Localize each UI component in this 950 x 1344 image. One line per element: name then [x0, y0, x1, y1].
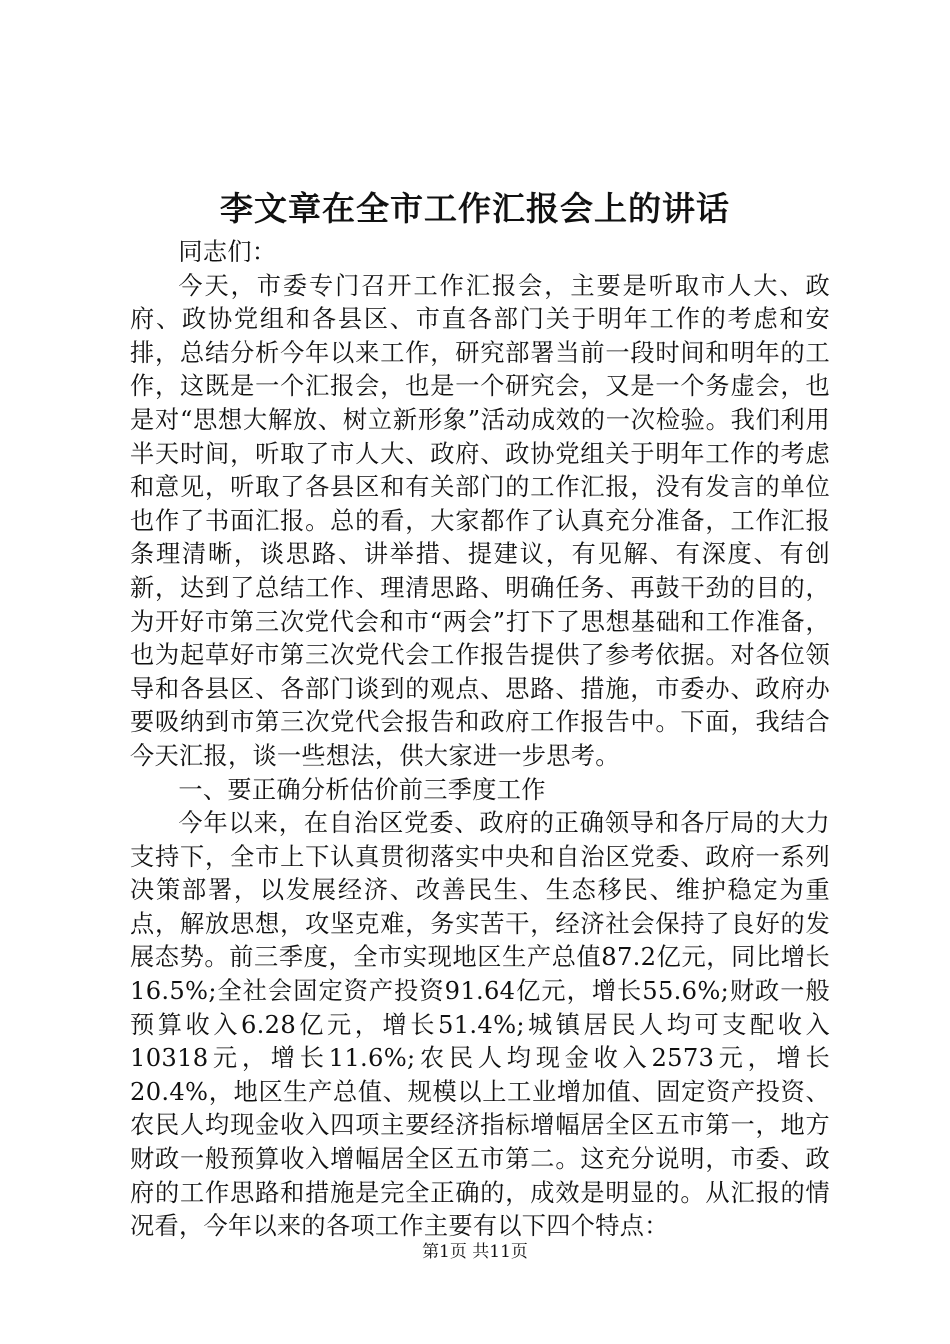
document-title: 李文章在全市工作汇报会上的讲话: [220, 189, 730, 228]
section-paragraph: 今年以来，在自治区党委、政府的正确领导和各厅局的大力支持下，全市上下认真贯彻落实中央和自治区党委、政府一系列决策部署，以发展经济、改善民生、生态移民、维护稳定为重点，解放思想，攻坚克难，务实苦干，经济社会保持了良好的发展态势。前三季度，全市实现地区生产总值87.2亿元，同比增长16.5%;全社会固定资产投资91.64亿元，增长55.6%;财政一般预算收入6.28亿元，增长51.4%;城镇居民人均可支配收入10318元，增长11.6%;农民人均现金收入2573元，增长20.4%，地区生产总值、规模以上工业增加值、固定资产投资、农民人均现金收入四项主要经济指标增幅居全区五市第一，地方财政一般预算收入增幅居全区五市第二。这充分说明，市委、政府的工作思路和措施是完全正确的，成效是明显的。从汇报的情况看，今年以来的各项工作主要有以下四个特点：: [130, 809, 830, 1241]
intro-paragraph: 今天，市委专门召开工作汇报会，主要是听取市人大、政府、政协党组和各县区、市直各部门关于明年工作的考虑和安排，总结分析今年以来工作，研究部署当前一段时间和明年的工作，这既是一个汇报会，也是一个研究会，又是一个务虚会，也是对“思想大解放、树立新形象”活动成效的一次检验。我们利用半天时间，听取了市人大、政府、政协党组关于明年工作的考虑和意见，听取了各县区和有关部门的工作汇报，没有发言的单位也作了书面汇报。总的看，大家都作了认真充分准备，工作汇报条理清晰，谈思路、讲举措、提建议，有见解、有深度、有创新，达到了总结工作、理清思路、明确任务、再鼓干劲的目的，为开好市第三次党代会和市“两会”打下了思想基础和工作准备，也为起草好市第三次党代会工作报告提供了参考依据。对各位领导和各县区、各部门谈到的观点、思路、措施，市委办、政府办要吸纳到市第三次党代会报告和政府工作报告中。下面，我结合今天汇报，谈一些想法，供大家进一步思考。: [130, 271, 830, 770]
salutation-paragraph: 同志们：: [178, 238, 277, 266]
section-heading: 一、要正确分析估价前三季度工作: [178, 775, 546, 804]
page-footer: 第1页 共11页: [422, 1242, 528, 1262]
document-body: [130, 236, 830, 1244]
